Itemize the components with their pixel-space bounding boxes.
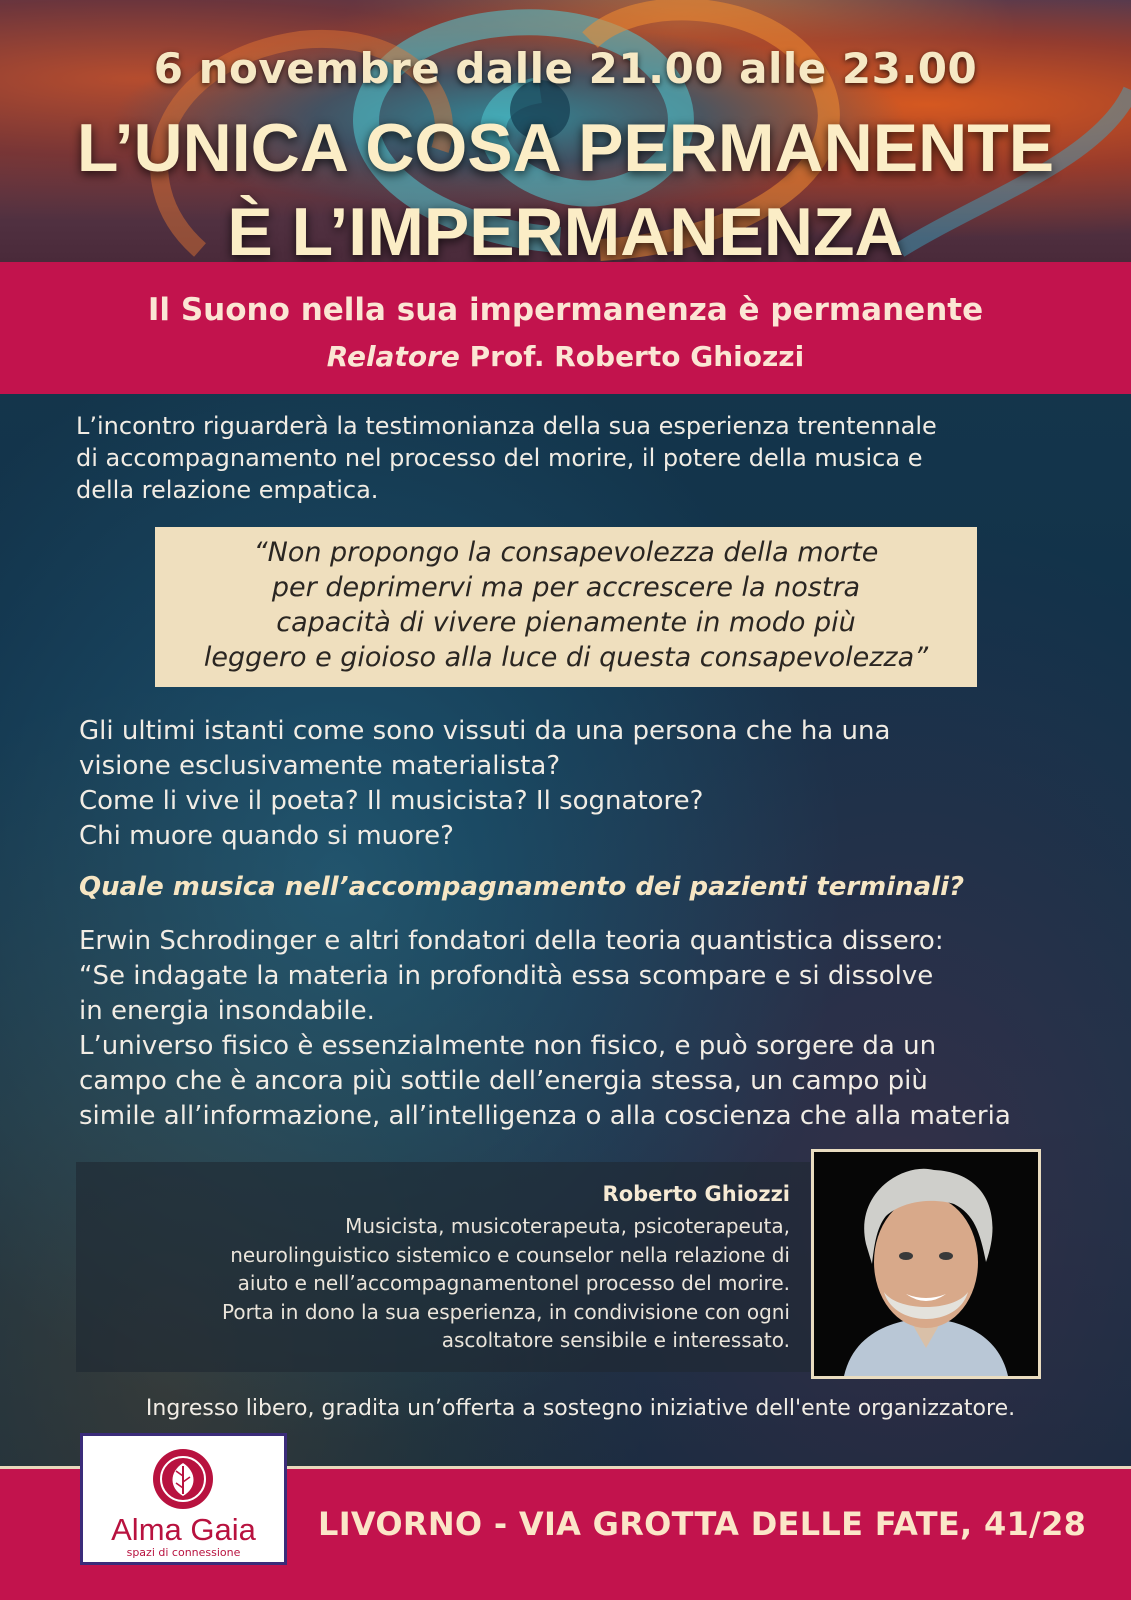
event-title — [0, 106, 1131, 262]
intro-line: di accompagnamento nel processo del morire, il potere della musica e — [76, 444, 923, 472]
physics-line: simile all’informazione, all’intelligenza o alla coscienza che alla materia — [79, 1101, 1011, 1131]
questions-paragraph — [79, 714, 1059, 854]
bio-line: ascoltatore sensibile e interessato. — [441, 1328, 790, 1352]
event-title-line1: L’UNICA COSA PERMANENTE — [76, 110, 1055, 186]
highlight-question: Quale musica nell’accompagnamento dei pazienti terminali? — [79, 872, 965, 902]
quote-box — [155, 527, 977, 687]
speaker-prefix: Relatore — [326, 340, 460, 373]
physics-line: L’universo fisico è essenzialmente non fisico, e può sorgere da un — [79, 1031, 937, 1061]
intro-line: L’incontro riguarderà la testimonianza della sua esperienza trentennale — [76, 412, 937, 440]
bio-text — [90, 1212, 790, 1355]
venue-address: LIVORNO - VIA GROTTA DELLE FATE, 41/28 — [318, 1505, 1087, 1543]
physics-paragraph — [79, 924, 1079, 1134]
physics-line: “Se indagate la materia in profondità essa scompare e si dissolve — [79, 961, 934, 991]
intro-paragraph — [76, 410, 1056, 506]
physics-line: Erwin Schrodinger e altri fondatori della teoria quantistica dissero: — [79, 926, 944, 956]
logo-name: Alma Gaia — [111, 1512, 256, 1547]
event-subtitle: Il Suono nella sua impermanenza è permanente — [147, 292, 984, 328]
leaf-emblem-icon — [83, 1436, 284, 1516]
quote-line: capacità di vivere pienamente in modo più — [276, 607, 856, 638]
physics-line: in energia insondabile. — [79, 996, 375, 1026]
quote-line: leggero e gioioso alla luce di questa consapevolezza” — [203, 642, 929, 673]
speaker-photo — [811, 1149, 1041, 1379]
bio-line: Musicista, musicoterapeuta, psicoterapeuta, — [345, 1214, 790, 1238]
bio-line: Porta in dono la sua esperienza, in condivisione con ogni — [221, 1299, 790, 1324]
event-title-line2: È L’IMPERMANENZA — [227, 194, 904, 262]
intro-line: della relazione empatica. — [76, 476, 379, 504]
question-line: visione esclusivamente materialista? — [79, 751, 561, 781]
speaker-bio — [76, 1162, 810, 1372]
question-line: Come li vive il poeta? Il musicista? Il sognatore? — [79, 786, 704, 816]
bio-line: neurolinguistico sistemico e counselor nella relazione di — [230, 1242, 790, 1267]
hero-banner — [0, 0, 1131, 262]
quote-line: per deprimervi ma per accrescere la nostra — [271, 572, 861, 603]
entry-note: Ingresso libero, gradita un’offerta a sostegno iniziative dell'ente organizzatore. — [145, 1396, 1016, 1421]
speaker-name: Prof. Roberto Ghiozzi — [469, 340, 805, 373]
alma-gaia-logo — [80, 1433, 287, 1565]
logo-tagline: spazi di connessione — [126, 1546, 241, 1559]
bio-name: Roberto Ghiozzi — [602, 1182, 790, 1206]
speaker-portrait-illustration — [814, 1152, 1038, 1376]
quote-line: “Non propongo la consapevolezza della morte — [253, 537, 879, 568]
event-date: 6 novembre dalle 21.00 alle 23.00 — [153, 44, 978, 93]
question-line: Gli ultimi istanti come sono vissuti da una persona che ha una — [79, 716, 891, 746]
question-line: Chi muore quando si muore? — [79, 821, 454, 851]
physics-line: campo che è ancora più sottile dell’energia stessa, un campo più — [79, 1066, 928, 1096]
speaker-line — [0, 340, 1131, 373]
subtitle-band — [0, 262, 1131, 394]
bio-line: aiuto e nell’accompagnamentonel processo del morire. — [237, 1271, 790, 1295]
